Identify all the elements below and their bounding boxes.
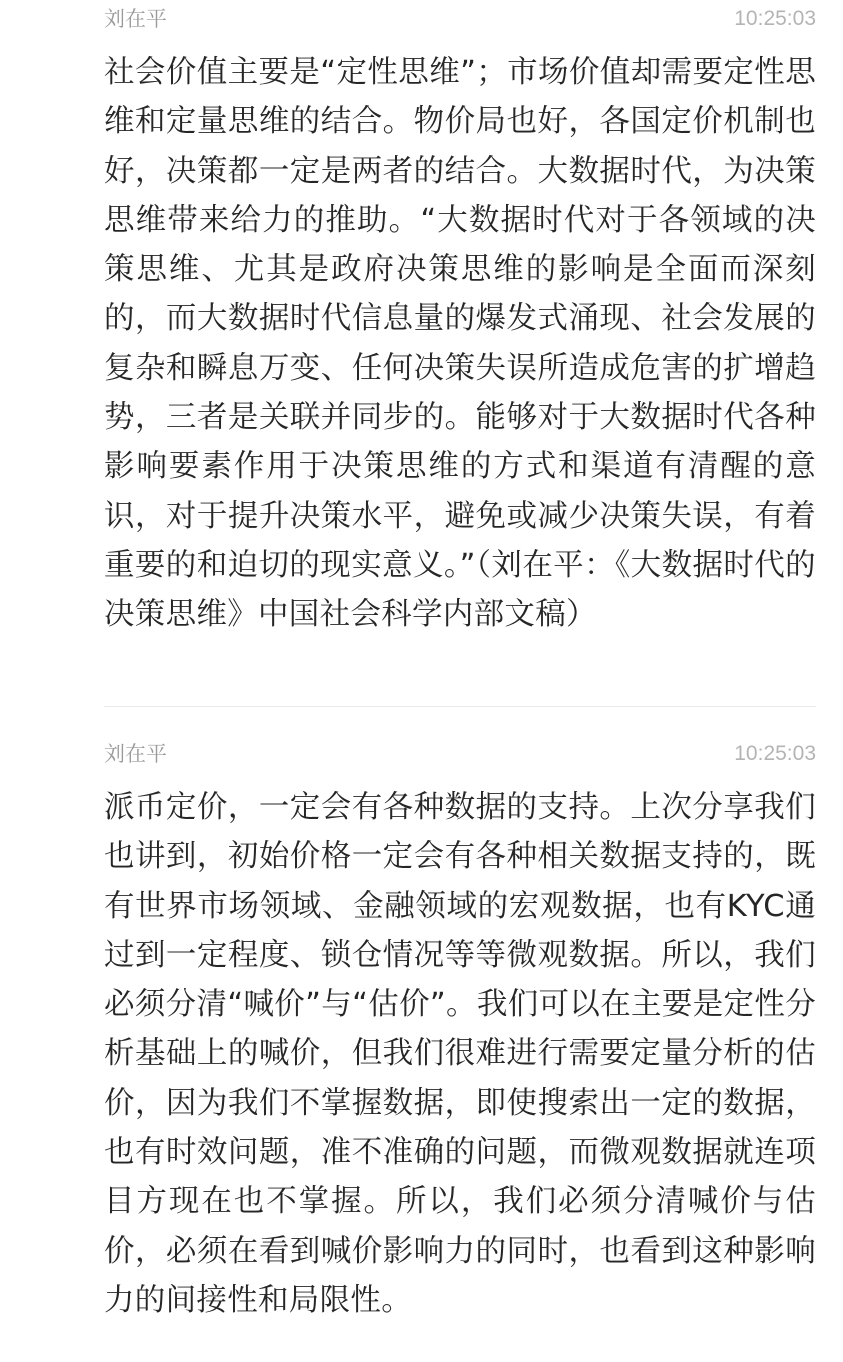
chat-message [104,4,816,640]
message-divider [104,706,816,707]
message-text: 派币定价，一定会有各种数据的支持。上次分享我们也讲到，初始价格一定会有各种相关数据支持的，既有世界市场领域、金融领域的宏观数据，也有KYC通过到一定程度、锁仓情况等等微观数据。所以，我们必须分清“喊价”与“估价”。我们可以在主要是定性分析基础上的喊价，但我们很难进行需要定量分析的估价，因为我们不掌握数据，即使搜索出一定的数据，也有时效问题，准不准确的问题，而微观数据就连项目方现在也不掌握。所以，我们必须分清喊价与估价，必须在看到喊价影响力的同时，也看到这种影响力的间接性和局限性。 [104,790,816,1318]
message-header [104,4,816,34]
message-header [104,739,816,769]
message-text: 社会价值主要是“定性思维”；市场价值却需要定性思维和定量思维的结合。物价局也好，各国定价机制也好，决策都一定是两者的结合。大数据时代，为决策思维带来给力的推助。“大数据时代对于各领域的决策思维、尤其是政府决策思维的影响是全面而深刻的，而大数据时代信息量的爆发式涌现、社会发展的复杂和瞬息万变、任何决策失误所造成危害的扩增趋势，三者是关联并同步的。能够对于大数据时代各种影响要素作用于决策思维的方式和渠道有清醒的意识，对于提升决策水平，避免或减少决策失误，有着重要的和迫切的现实意义。”（刘在平：《大数据时代的决策思维》中国社会科学内部文稿） [104,55,816,633]
chat-message [104,739,816,1325]
message-timestamp: 10:25:03 [734,742,816,765]
message-timestamp: 10:25:03 [734,7,816,30]
sender-name: 刘在平 [104,7,167,31]
sender-name: 刘在平 [104,742,167,766]
